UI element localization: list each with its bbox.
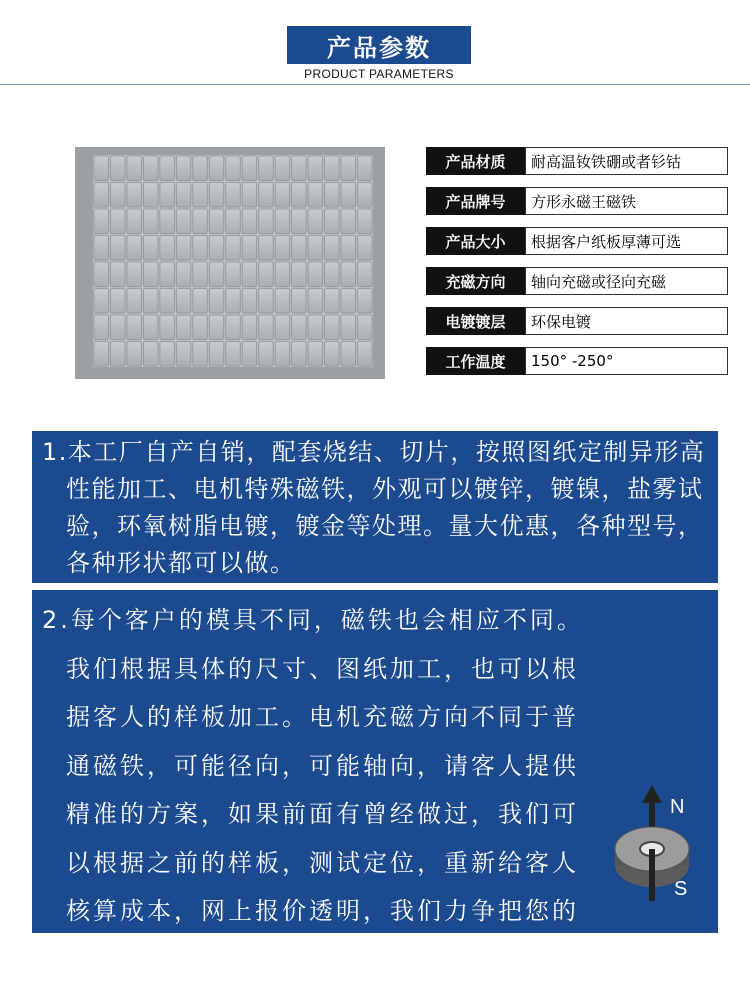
magnet-tile — [209, 342, 223, 367]
magnet-tile — [325, 342, 339, 367]
magnet-tile — [127, 262, 141, 287]
magnet-tile — [275, 236, 289, 261]
magnet-tile — [259, 315, 273, 340]
magnet-tile — [358, 342, 372, 367]
magnet-tile — [176, 209, 190, 234]
magnet-tile — [341, 236, 355, 261]
magnet-tile — [226, 183, 240, 208]
ring-magnet-icon — [612, 783, 708, 921]
magnet-tile — [160, 183, 174, 208]
magnet-tile — [127, 209, 141, 234]
magnet-tile — [275, 315, 289, 340]
magnet-tile — [94, 342, 108, 367]
magnet-tile — [127, 289, 141, 314]
magnet-tile — [242, 315, 256, 340]
note-text-1: 1.本工厂自产自销，配套烧结、切片，按照图纸定制异形高性能加工、电机特殊磁铁，外观可以镀锌，镀镍，盐雾试验，环氧树脂电镀，镀金等处理。量大优惠，各种型号，各种形状都可以做。 — [42, 438, 706, 577]
magnet-tile — [94, 209, 108, 234]
magnet-tile — [341, 209, 355, 234]
magnet-tile — [143, 289, 157, 314]
spec-label: 工作温度 — [426, 347, 525, 375]
magnet-tile — [193, 236, 207, 261]
magnet-tile — [176, 183, 190, 208]
magnet-tile — [193, 315, 207, 340]
magnet-tile — [341, 342, 355, 367]
magnet-tile — [176, 236, 190, 261]
magnet-tile — [292, 183, 306, 208]
magnet-tile — [193, 209, 207, 234]
magnet-tile — [160, 209, 174, 234]
magnet-tile — [308, 236, 322, 261]
magnet-tile — [292, 342, 306, 367]
magnet-tile — [94, 236, 108, 261]
magnet-tile — [209, 236, 223, 261]
magnet-tile — [110, 183, 124, 208]
magnet-tile — [176, 315, 190, 340]
magnet-tile — [292, 156, 306, 181]
magnet-tile — [209, 289, 223, 314]
magnet-tile — [259, 209, 273, 234]
magnet-tile — [193, 262, 207, 287]
magnet-tile — [341, 262, 355, 287]
magnet-tile — [127, 236, 141, 261]
magnet-tile — [259, 156, 273, 181]
magnet-tile — [160, 262, 174, 287]
magnet-tile — [325, 315, 339, 340]
magnet-tile — [308, 156, 322, 181]
magnet-tile — [259, 262, 273, 287]
magnet-tile — [176, 342, 190, 367]
spec-value: 150° -250° — [525, 347, 728, 375]
magnet-tile — [160, 315, 174, 340]
magnet-tile — [242, 156, 256, 181]
magnet-tile — [325, 236, 339, 261]
spec-value: 耐高温钕铁硼或者钐钴 — [525, 147, 728, 175]
header-divider — [0, 84, 750, 85]
magnet-tile — [259, 236, 273, 261]
magnet-tile — [143, 342, 157, 367]
spec-label: 产品材质 — [426, 147, 525, 175]
spec-label: 电镀镀层 — [426, 307, 525, 335]
magnet-tile — [110, 289, 124, 314]
magnet-tile — [143, 209, 157, 234]
magnet-tile — [341, 315, 355, 340]
magnet-tile — [341, 289, 355, 314]
magnet-tile — [160, 342, 174, 367]
product-photo — [75, 147, 385, 379]
magnet-tile — [242, 209, 256, 234]
magnet-tile — [275, 209, 289, 234]
magnet-tile — [275, 262, 289, 287]
magnet-tile — [110, 156, 124, 181]
magnet-tile — [341, 156, 355, 181]
magnet-tile — [308, 315, 322, 340]
magnet-tile — [275, 289, 289, 314]
magnet-tile — [176, 262, 190, 287]
magnet-tile — [325, 289, 339, 314]
magnet-tile — [358, 236, 372, 261]
magnet-tile — [226, 289, 240, 314]
magnet-tile — [226, 315, 240, 340]
magnet-tile — [143, 183, 157, 208]
magnet-tile — [341, 183, 355, 208]
magnet-tile — [226, 262, 240, 287]
magnet-stack-image — [93, 155, 373, 367]
spec-row-temperature — [426, 347, 728, 375]
spec-label: 产品牌号 — [426, 187, 525, 215]
magnet-tile — [242, 236, 256, 261]
magnet-tile — [259, 289, 273, 314]
magnet-tile — [110, 236, 124, 261]
magnet-tile — [209, 183, 223, 208]
magnet-tile — [193, 289, 207, 314]
magnet-tile — [358, 289, 372, 314]
magnet-tile — [127, 156, 141, 181]
magnet-tile — [110, 315, 124, 340]
magnet-tile — [193, 156, 207, 181]
south-pole-label: S — [674, 878, 688, 900]
note-box-2 — [32, 590, 718, 974]
magnet-tile — [308, 183, 322, 208]
magnet-tile — [308, 209, 322, 234]
magnet-tile — [94, 156, 108, 181]
spec-value: 轴向充磁或径向充磁 — [525, 267, 728, 295]
magnet-tile — [275, 156, 289, 181]
magnet-tile — [160, 289, 174, 314]
spec-row-plating — [426, 307, 728, 335]
magnet-tile — [275, 183, 289, 208]
magnet-tile — [193, 342, 207, 367]
magnet-tile — [242, 183, 256, 208]
magnet-tile — [292, 209, 306, 234]
spec-value: 环保电镀 — [525, 307, 728, 335]
magnet-tile — [110, 342, 124, 367]
spec-row-grade — [426, 187, 728, 215]
magnet-tile — [242, 289, 256, 314]
section-title: 产品参数 — [287, 26, 471, 64]
magnet-tile — [358, 209, 372, 234]
magnet-tile — [325, 209, 339, 234]
magnet-tile — [94, 315, 108, 340]
north-pole-label: N — [670, 796, 685, 818]
magnet-tile — [325, 262, 339, 287]
magnet-tile — [292, 262, 306, 287]
magnet-tile — [209, 209, 223, 234]
magnet-tile — [110, 209, 124, 234]
magnet-tile — [292, 315, 306, 340]
spec-row-size — [426, 227, 728, 255]
magnet-tile — [143, 236, 157, 261]
magnet-tile — [226, 236, 240, 261]
magnet-tile — [127, 342, 141, 367]
magnet-tile — [325, 183, 339, 208]
magnet-tile — [358, 183, 372, 208]
magnet-tile — [308, 262, 322, 287]
magnet-tile — [193, 183, 207, 208]
magnet-tile — [209, 156, 223, 181]
spec-value: 根据客户纸板厚薄可选 — [525, 227, 728, 255]
magnet-tile — [308, 342, 322, 367]
note-text-2: 2.每个客户的模具不同，磁铁也会相应不同。我们根据具体的尺寸、图纸加工，也可以根据客人的样板加工。电机充磁方向不同于普通磁铁，可能径向，可能轴向，请客人提供精准的方案，如果前面有曾经做过，我们可以根据之前的样板，测试定位，重新给客人核算成本，网上报价透明，我们力争把您的成本降到最低。 — [42, 606, 584, 974]
magnet-tile — [94, 183, 108, 208]
magnet-tile — [259, 342, 273, 367]
note-box-1 — [32, 431, 718, 583]
spec-row-material — [426, 147, 728, 175]
magnet-tile — [358, 262, 372, 287]
magnet-tile — [226, 156, 240, 181]
section-subtitle: PRODUCT PARAMETERS — [304, 67, 454, 81]
spec-label: 产品大小 — [426, 227, 525, 255]
magnet-tile — [292, 289, 306, 314]
magnet-tile — [176, 289, 190, 314]
magnet-tile — [325, 156, 339, 181]
magnet-tile — [160, 236, 174, 261]
magnet-tile — [160, 156, 174, 181]
magnet-tile — [259, 183, 273, 208]
magnet-tile — [242, 262, 256, 287]
magnet-tile — [143, 156, 157, 181]
magnet-tile — [226, 209, 240, 234]
magnet-tile — [358, 156, 372, 181]
magnet-tile — [127, 315, 141, 340]
spec-value: 方形永磁王磁铁 — [525, 187, 728, 215]
magnet-tile — [110, 262, 124, 287]
magnet-tile — [94, 262, 108, 287]
magnet-tile — [308, 289, 322, 314]
magnet-tile — [292, 236, 306, 261]
magnet-tile — [143, 262, 157, 287]
magnet-tile — [242, 342, 256, 367]
magnet-tile — [176, 156, 190, 181]
magnet-tile — [94, 289, 108, 314]
magnet-tile — [275, 342, 289, 367]
magnet-tile — [209, 262, 223, 287]
spec-row-magnetization — [426, 267, 728, 295]
magnet-tile — [358, 315, 372, 340]
magnet-tile — [127, 183, 141, 208]
magnet-tile — [209, 315, 223, 340]
spec-label: 充磁方向 — [426, 267, 525, 295]
magnet-tile — [143, 315, 157, 340]
magnet-tile — [226, 342, 240, 367]
